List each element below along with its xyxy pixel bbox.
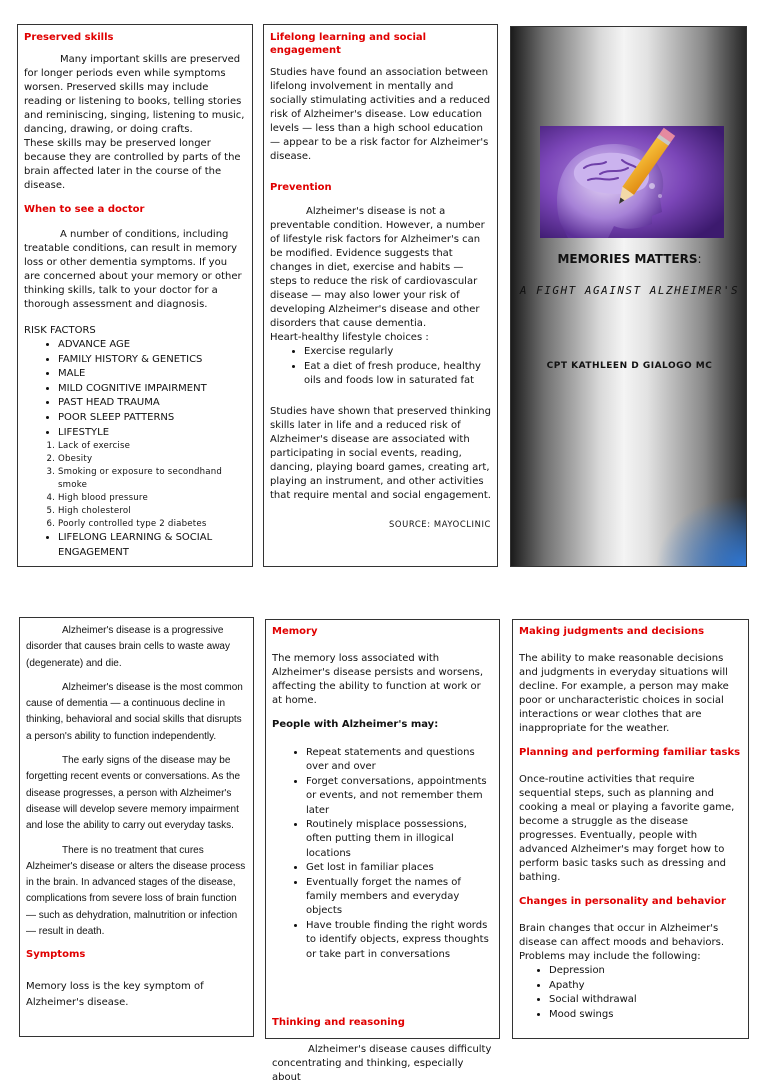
lifelong-bullet-list — [24, 531, 246, 560]
list-item: • Eventually forget the names of family members and everyday objects — [306, 876, 493, 919]
list-item: • FAMILY HISTORY & GENETICS — [58, 353, 246, 368]
memory-heading: Memory — [272, 626, 318, 637]
list-item: • Mood swings — [549, 1008, 742, 1023]
source-citation: SOURCE: MAYOCLINIC — [389, 518, 491, 529]
cover-subtitle: A FIGHT AGAINST ALZHEIMER'S — [519, 284, 740, 297]
prevention-heading: Prevention — [270, 182, 332, 193]
list-item: • Repeat statements and questions over and over — [306, 746, 493, 775]
risk-factors-list — [24, 338, 246, 440]
risk-factors-heading: RISK FACTORS — [24, 325, 96, 336]
lifelong-learning-para: Studies have found an association between lifelong involvement in mentally and socially stimulating activities and a reduced risk of Alzheimer's disease. Low education levels — less than a high school education — appear to be a risk factor for Alzheimer's disease. — [270, 67, 491, 162]
preserved-skills-para-1: Many important skills are preserved for longer periods even while symptoms worsen. Preserved skills may include reading or listening to books, telling stories and reminiscing, singing, listening to music, dancing, drawing, or doing crafts. — [24, 54, 245, 135]
list-item: 6. Poorly controlled type 2 diabetes — [58, 518, 246, 531]
list-item: • Routinely misplace possessions, often putting them in illogical locations — [306, 818, 493, 861]
panel-memory — [265, 619, 500, 1084]
symptoms-para: Memory loss is the key symptom of Alzheimer's disease. — [26, 981, 204, 1009]
cover-title — [511, 252, 748, 266]
familiar-tasks-heading: Planning and performing familiar tasks — [519, 747, 741, 758]
thinking-reasoning-heading: Thinking and reasoning — [272, 1017, 405, 1029]
list-item: 1. Lack of exercise — [58, 440, 246, 453]
brain-pencil-illustration — [540, 126, 724, 238]
cover-title-text: MEMORIES MATTERS — [557, 252, 698, 266]
memory-symptoms-list — [272, 746, 493, 962]
judgments-para: The ability to make reasonable decisions and judgments in everyday situations will decline. For example, a person may make poor or uncharacteristic choices in social interactions or wear clothes that are inappropriate for the weather. — [519, 653, 729, 734]
memory-para: The memory loss associated with Alzheimer's disease persists and worsens, affecting the ability to function at work or at home. — [272, 653, 484, 706]
list-item: • POOR SLEEP PATTERNS — [58, 411, 246, 426]
panel-judgments — [512, 619, 749, 1039]
lifelong-learning-heading: Lifelong learning and social engagement — [270, 32, 427, 56]
thinking-reasoning-para: Alzheimer's disease causes difficulty concentrating and thinking, especially about — [272, 1044, 492, 1084]
preserved-skills-heading: Preserved skills — [24, 32, 114, 43]
list-item: • Exercise regularly — [304, 345, 491, 360]
overview-para-1: Alzheimer's disease is a progressive disorder that causes brain cells to waste away (degenerate) and die. — [26, 625, 230, 669]
familiar-tasks-para: Once-routine activities that require sequential steps, such as planning and cooking a meal or playing a favorite game, become a struggle as the disease progresses. Eventually, people with advanced Alzheimer's may forget how to perform basic tasks such as dressing and bathing. — [519, 774, 735, 883]
list-item: • LIFESTYLE — [58, 426, 246, 441]
list-item: • Have trouble finding the right words to identify objects, express thoughts or take part in conversations — [306, 919, 493, 962]
see-doctor-heading: When to see a doctor — [24, 204, 145, 215]
judgments-heading: Making judgments and decisions — [519, 626, 705, 637]
list-item: • Eat a diet of fresh produce, healthy oils and foods low in saturated fat — [304, 360, 491, 389]
list-item: • Apathy — [549, 979, 742, 994]
overview-para-3: The early signs of the disease may be forgetting recent events or conversations. As the disease progresses, a person with Alzheimer's disease will develop severe memory impairment and lose the ability to carry out everyday tasks. — [26, 755, 241, 832]
cover-author: CPT KATHLEEN D GIALOGO MC — [546, 361, 713, 371]
panel-overview — [19, 617, 254, 1037]
list-item: • Social withdrawal — [549, 993, 742, 1008]
overview-para-2: Alzheimer's disease is the most common cause of dementia — a continuous decline in thinking, behavioral and social skills that disrupts a person's ability to function independently. — [26, 681, 243, 742]
list-item: • Depression — [549, 964, 742, 979]
list-item: • MILD COGNITIVE IMPAIRMENT — [58, 382, 246, 397]
cover-title-suffix: : — [697, 252, 702, 266]
list-item: 4. High blood pressure — [58, 492, 246, 505]
list-item: • LIFELONG LEARNING & SOCIAL ENGAGEMENT — [58, 531, 246, 560]
people-may-label: People with Alzheimer's may: — [272, 719, 439, 730]
panel-lifelong-learning — [263, 24, 498, 567]
heart-healthy-label: Heart-healthy lifestyle choices : — [270, 332, 429, 343]
list-item: • PAST HEAD TRAUMA — [58, 396, 246, 411]
list-item: 5. High cholesterol — [58, 505, 246, 518]
list-item: • Get lost in familiar places — [306, 861, 493, 875]
prevention-para: Alzheimer's disease is not a preventable condition. However, a number of lifestyle risk factors for Alzheimer's can be modified. Evidence suggests that changes in diet, exercise and habits — steps to reduce the risk of cardiovascular disease — may also lower your risk of developing Alzheimer's disease and other disorders that cause dementia. — [270, 206, 485, 329]
personality-heading: Changes in personality and behavior — [519, 896, 726, 907]
panel-preserved-skills — [17, 24, 253, 567]
list-item: • Forget conversations, appointments or events, and not remember them later — [306, 775, 493, 818]
list-item: 3. Smoking or exposure to secondhand smoke — [58, 466, 246, 492]
cover-panel — [510, 26, 747, 567]
social-engagement-para: Studies have shown that preserved thinking skills later in life and a reduced risk of Alzheimer's disease are associated with participating in social events, reading, dancing, playing board games, creating art, playing an instrument, and other activities that require mental and social engagement. — [270, 405, 491, 501]
heart-healthy-list — [270, 345, 491, 389]
symptoms-heading: Symptoms — [26, 949, 86, 961]
overview-para-4: There is no treatment that cures Alzheimer's disease or alters the disease process in the brain. In advanced stages of the disease, complications from severe loss of brain function — such as dehydration, malnutrition or infection — result in death. — [26, 844, 246, 938]
see-doctor-para: A number of conditions, including treatable conditions, can result in memory loss or other dementia symptoms. If you are concerned about your memory or other thinking skills, talk to your doctor for a thorough assessment and diagnosis. — [24, 229, 242, 310]
list-item: • MALE — [58, 367, 246, 382]
lifestyle-factors-list — [24, 440, 246, 531]
list-item: 2. Obesity — [58, 453, 246, 466]
list-item: • ADVANCE AGE — [58, 338, 246, 353]
personality-list — [519, 964, 742, 1022]
personality-para: Brain changes that occur in Alzheimer's disease can affect moods and behaviors. Problems may include the following: — [519, 923, 725, 962]
preserved-skills-para-2: These skills may be preserved longer because they are controlled by parts of the brain affected later in the course of the disease. — [24, 138, 241, 191]
